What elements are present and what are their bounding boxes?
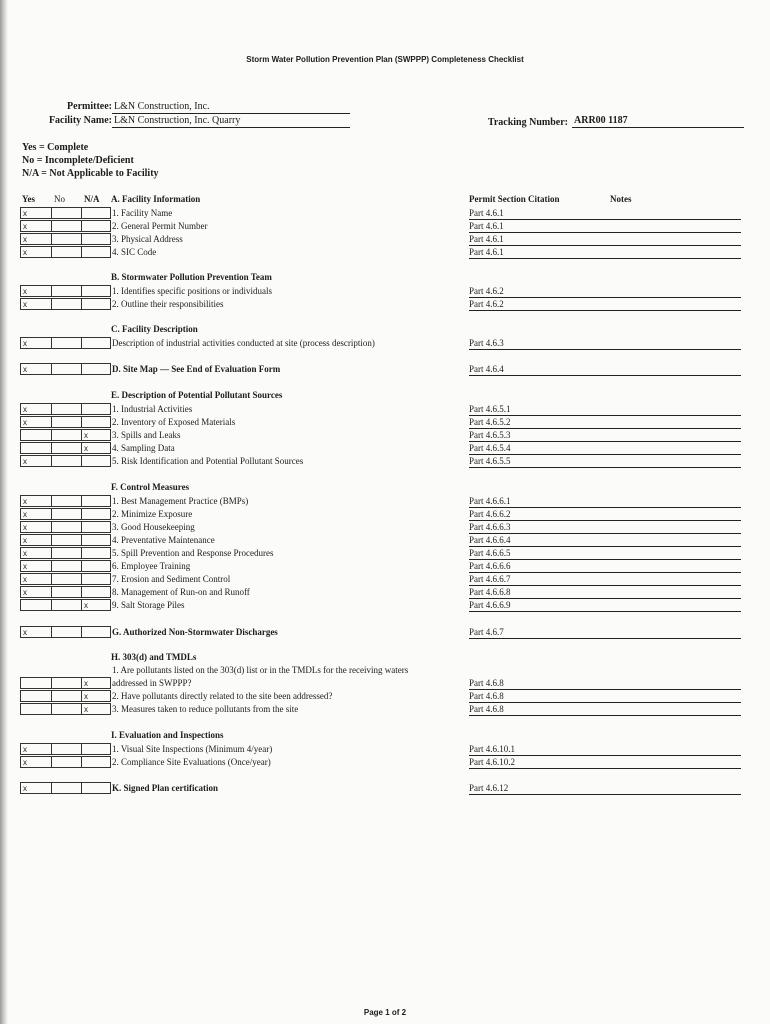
checkbox-no[interactable] bbox=[51, 233, 81, 245]
checkbox-yes[interactable]: x bbox=[20, 363, 51, 375]
checkbox-no[interactable] bbox=[51, 508, 81, 520]
column-yes: Yes bbox=[22, 194, 35, 204]
checkbox-no[interactable] bbox=[51, 455, 81, 467]
checkbox-na[interactable]: x bbox=[81, 677, 111, 689]
permit-citation: Part 4.6.8 bbox=[469, 690, 741, 703]
permit-citation: Part 4.6.6.8 bbox=[469, 586, 741, 599]
checkbox-na[interactable] bbox=[81, 337, 111, 349]
checkbox-na[interactable] bbox=[81, 233, 111, 245]
checklist-item-label: 1. Industrial Activities bbox=[112, 404, 193, 414]
checklist-row bbox=[0, 246, 770, 259]
checklist-item-label: 3. Physical Address bbox=[112, 234, 183, 244]
checklist-row bbox=[0, 573, 770, 586]
permit-citation: Part 4.6.5.3 bbox=[469, 429, 741, 442]
checkbox-yes[interactable] bbox=[20, 599, 51, 611]
checkbox-no[interactable] bbox=[51, 626, 81, 638]
permit-citation: Part 4.6.6.7 bbox=[469, 573, 741, 586]
tracking-number-value: ARR00 1187 bbox=[572, 115, 744, 128]
checklist-row bbox=[0, 703, 770, 716]
checklist-row bbox=[0, 337, 770, 350]
checklist-item-label: 6. Employee Training bbox=[112, 561, 191, 571]
permit-citation: Part 4.6.6.6 bbox=[469, 560, 741, 573]
checkbox-yes[interactable]: x bbox=[20, 508, 51, 520]
checklist-item-label: 7. Erosion and Sediment Control bbox=[112, 574, 231, 584]
checkbox-na[interactable] bbox=[81, 495, 111, 507]
permittee-value: L&N Construction, Inc. bbox=[112, 101, 350, 114]
checkbox-na[interactable] bbox=[81, 756, 111, 768]
checkbox-yes[interactable]: x bbox=[20, 233, 51, 245]
facility-name-label: Facility Name: bbox=[48, 115, 112, 126]
checkbox-yes[interactable]: x bbox=[20, 220, 51, 232]
checkbox-no[interactable] bbox=[51, 756, 81, 768]
checkbox-no[interactable] bbox=[51, 246, 81, 258]
permit-citation: Part 4.6.10.2 bbox=[469, 756, 741, 769]
checkbox-yes[interactable]: x bbox=[20, 416, 51, 428]
section-i-heading: I. Evaluation and Inspections bbox=[111, 730, 224, 740]
checkbox-yes[interactable]: x bbox=[20, 337, 51, 349]
checkbox-no[interactable] bbox=[51, 416, 81, 428]
checkbox-na[interactable] bbox=[81, 521, 111, 533]
section-e-heading: E. Description of Potential Pollutant Sources bbox=[111, 390, 283, 400]
column-notes: Notes bbox=[610, 194, 632, 204]
checklist-row bbox=[0, 285, 770, 298]
checkbox-yes[interactable]: x bbox=[20, 246, 51, 258]
checkbox-yes[interactable]: x bbox=[20, 403, 51, 415]
permit-citation: Part 4.6.6.4 bbox=[469, 534, 741, 547]
checklist-item-label: G. Authorized Non-Stormwater Discharges bbox=[112, 627, 278, 637]
permit-citation: Part 4.6.2 bbox=[469, 285, 741, 298]
checkbox-na[interactable] bbox=[81, 416, 111, 428]
facility-name-value: L&N Construction, Inc. Quarry bbox=[112, 115, 350, 128]
checkbox-no[interactable] bbox=[51, 534, 81, 546]
checkbox-yes[interactable] bbox=[20, 442, 51, 454]
page-title: Storm Water Pollution Prevention Plan (SWPPP) Completeness Checklist bbox=[246, 55, 524, 64]
checkbox-no[interactable] bbox=[51, 220, 81, 232]
checkbox-no[interactable] bbox=[51, 403, 81, 415]
permit-citation: Part 4.6.1 bbox=[469, 220, 741, 233]
checkbox-yes[interactable]: x bbox=[20, 534, 51, 546]
checkbox-na[interactable] bbox=[81, 508, 111, 520]
permit-citation: Part 4.6.6.9 bbox=[469, 599, 741, 612]
checklist-item-label: 9. Salt Storage Piles bbox=[112, 600, 185, 610]
checkbox-no[interactable] bbox=[51, 690, 81, 702]
checklist-item-label: 5. Spill Prevention and Response Procedures bbox=[112, 548, 274, 558]
checklist-item-label: D. Site Map — See End of Evaluation Form bbox=[112, 364, 281, 374]
checklist-row bbox=[0, 416, 770, 429]
checklist-row bbox=[0, 586, 770, 599]
checklist-row bbox=[0, 756, 770, 769]
page-number: Page 1 of 2 bbox=[363, 1008, 407, 1017]
checkbox-yes[interactable]: x bbox=[20, 782, 51, 794]
checklist-row bbox=[0, 363, 770, 376]
checkbox-no[interactable] bbox=[51, 599, 81, 611]
permit-citation: Part 4.6.5.1 bbox=[469, 403, 741, 416]
section-f-heading: F. Control Measures bbox=[111, 482, 190, 492]
checklist-row bbox=[0, 547, 770, 560]
checkbox-na[interactable] bbox=[81, 573, 111, 585]
permit-citation: Part 4.6.5.4 bbox=[469, 442, 741, 455]
checklist-row bbox=[0, 560, 770, 573]
checkbox-na[interactable] bbox=[81, 298, 111, 310]
checklist-item-label: K. Signed Plan certification bbox=[112, 783, 218, 793]
checkbox-yes[interactable] bbox=[20, 703, 51, 715]
checkbox-yes[interactable]: x bbox=[20, 573, 51, 585]
checkbox-na[interactable]: x bbox=[81, 703, 111, 715]
checklist-item-label: 4. Preventative Maintenance bbox=[112, 535, 215, 545]
checkbox-yes[interactable]: x bbox=[20, 756, 51, 768]
checkbox-na[interactable] bbox=[81, 403, 111, 415]
checklist-row bbox=[0, 521, 770, 534]
permit-citation: Part 4.6.1 bbox=[469, 207, 741, 220]
tracking-number-label: Tracking Number: bbox=[487, 117, 568, 128]
permit-citation: Part 4.6.5.2 bbox=[469, 416, 741, 429]
checkbox-na[interactable]: x bbox=[81, 442, 111, 454]
checkbox-yes[interactable]: x bbox=[20, 455, 51, 467]
permit-citation: Part 4.6.6.1 bbox=[469, 495, 741, 508]
checklist-row bbox=[0, 599, 770, 612]
section-h-heading: H. 303(d) and TMDLs bbox=[111, 652, 197, 662]
permit-citation: Part 4.6.7 bbox=[469, 626, 741, 639]
checklist-row bbox=[0, 495, 770, 508]
checkbox-na[interactable] bbox=[81, 455, 111, 467]
checkbox-no[interactable] bbox=[51, 495, 81, 507]
checklist-item-label: 1. Identifies specific positions or individuals bbox=[112, 286, 272, 296]
checkbox-no[interactable] bbox=[51, 547, 81, 559]
checklist-item-label: 2. Have pollutants directly related to the site been addressed? bbox=[112, 691, 333, 701]
checkbox-yes[interactable] bbox=[20, 429, 51, 441]
checklist-item-label: 3. Good Housekeeping bbox=[112, 522, 195, 532]
checklist-item-label: 2. General Permit Number bbox=[112, 221, 208, 231]
checklist-item-label: 3. Measures taken to reduce pollutants from the site bbox=[112, 704, 299, 714]
checkbox-na[interactable] bbox=[81, 560, 111, 572]
checklist-item-label: 1. Visual Site Inspections (Minimum 4/year) bbox=[112, 744, 273, 754]
checkbox-na[interactable] bbox=[81, 626, 111, 638]
checklist-row bbox=[0, 677, 770, 690]
legend-na: N/A = Not Applicable to Facility bbox=[22, 168, 159, 179]
checklist-item-label: Description of industrial activities conducted at site (process description) bbox=[112, 338, 375, 348]
checkbox-no[interactable] bbox=[51, 677, 81, 689]
checkbox-na[interactable] bbox=[81, 743, 111, 755]
checkbox-yes[interactable]: x bbox=[20, 285, 51, 297]
checklist-row bbox=[0, 743, 770, 756]
checklist-item-label: 2. Minimize Exposure bbox=[112, 509, 193, 519]
checkbox-no[interactable] bbox=[51, 337, 81, 349]
checklist-item-label: addressed in SWPPP? bbox=[112, 678, 192, 688]
checkbox-no[interactable] bbox=[51, 703, 81, 715]
permit-citation: Part 4.6.5.5 bbox=[469, 455, 741, 468]
checklist-item-label: 2. Outline their responsibilities bbox=[112, 299, 224, 309]
checkbox-no[interactable] bbox=[51, 363, 81, 375]
checkbox-yes[interactable]: x bbox=[20, 207, 51, 219]
checkbox-yes[interactable] bbox=[20, 690, 51, 702]
checkbox-no[interactable] bbox=[51, 442, 81, 454]
permit-citation: Part 4.6.1 bbox=[469, 233, 741, 246]
checkbox-na[interactable] bbox=[81, 246, 111, 258]
column-citation: Permit Section Citation bbox=[469, 194, 560, 204]
checkbox-no[interactable] bbox=[51, 521, 81, 533]
checkbox-yes[interactable]: x bbox=[20, 495, 51, 507]
section-a-heading: A. Facility Information bbox=[111, 194, 201, 204]
checkbox-yes[interactable]: x bbox=[20, 586, 51, 598]
permit-citation: Part 4.6.2 bbox=[469, 298, 741, 311]
column-na: N/A bbox=[84, 194, 100, 204]
checklist-item-label: 4. SIC Code bbox=[112, 247, 157, 257]
permit-citation: Part 4.6.6.3 bbox=[469, 521, 741, 534]
checkbox-yes[interactable]: x bbox=[20, 547, 51, 559]
checkbox-no[interactable] bbox=[51, 586, 81, 598]
checklist-row bbox=[0, 782, 770, 795]
checklist-item-label: 8. Management of Run-on and Runoff bbox=[112, 587, 250, 597]
checklist-row bbox=[0, 220, 770, 233]
section-h-item1-line1: 1. Are pollutants listed on the 303(d) list or in the TMDLs for the receiving waters bbox=[112, 665, 409, 675]
checkbox-na[interactable] bbox=[81, 220, 111, 232]
checkbox-na[interactable]: x bbox=[81, 599, 111, 611]
section-b-heading: B. Stormwater Pollution Prevention Team bbox=[111, 272, 272, 282]
permit-citation: Part 4.6.6.5 bbox=[469, 547, 741, 560]
checkbox-na[interactable] bbox=[81, 782, 111, 794]
checkbox-no[interactable] bbox=[51, 429, 81, 441]
permittee-label: Permittee: bbox=[67, 101, 112, 112]
permit-citation: Part 4.6.8 bbox=[469, 703, 741, 716]
checkbox-no[interactable] bbox=[51, 298, 81, 310]
checklist-row bbox=[0, 508, 770, 521]
checklist-item-label: 3. Spills and Leaks bbox=[112, 430, 181, 440]
checkbox-no[interactable] bbox=[51, 782, 81, 794]
checklist-row bbox=[0, 455, 770, 468]
checkbox-na[interactable] bbox=[81, 547, 111, 559]
permit-citation: Part 4.6.1 bbox=[469, 246, 741, 259]
legend-yes: Yes = Complete bbox=[22, 142, 89, 153]
checklist-row bbox=[0, 429, 770, 442]
checklist-item-label: 2. Compliance Site Evaluations (Once/year) bbox=[112, 757, 271, 767]
checkbox-yes[interactable] bbox=[20, 677, 51, 689]
legend-no: No = Incomplete/Deficient bbox=[22, 155, 134, 166]
permit-citation: Part 4.6.3 bbox=[469, 337, 741, 350]
permit-citation: Part 4.6.4 bbox=[469, 363, 741, 376]
section-c-heading: C. Facility Description bbox=[111, 324, 198, 334]
checkbox-no[interactable] bbox=[51, 560, 81, 572]
checkbox-no[interactable] bbox=[51, 573, 81, 585]
checklist-item-label: 4. Sampling Data bbox=[112, 443, 175, 453]
checklist-row bbox=[0, 403, 770, 416]
checklist-row bbox=[0, 626, 770, 639]
checkbox-yes[interactable]: x bbox=[20, 743, 51, 755]
checkbox-yes[interactable]: x bbox=[20, 560, 51, 572]
checkbox-na[interactable] bbox=[81, 285, 111, 297]
permit-citation: Part 4.6.6.2 bbox=[469, 508, 741, 521]
checkbox-no[interactable] bbox=[51, 285, 81, 297]
checkbox-na[interactable] bbox=[81, 363, 111, 375]
checkbox-na[interactable] bbox=[81, 586, 111, 598]
column-no: No bbox=[54, 194, 65, 204]
checklist-row bbox=[0, 442, 770, 455]
checkbox-yes[interactable]: x bbox=[20, 298, 51, 310]
checklist-row bbox=[0, 207, 770, 220]
checkbox-no[interactable] bbox=[51, 743, 81, 755]
checkbox-no[interactable] bbox=[51, 207, 81, 219]
checkbox-yes[interactable]: x bbox=[20, 521, 51, 533]
checkbox-na[interactable] bbox=[81, 207, 111, 219]
checkbox-yes[interactable]: x bbox=[20, 626, 51, 638]
checklist-item-label: 1. Facility Name bbox=[112, 208, 173, 218]
permit-citation: Part 4.6.12 bbox=[469, 782, 741, 795]
checkbox-na[interactable]: x bbox=[81, 429, 111, 441]
checklist-row bbox=[0, 690, 770, 703]
checklist-item-label: 5. Risk Identification and Potential Pollutant Sources bbox=[112, 456, 304, 466]
checklist-row bbox=[0, 534, 770, 547]
checklist-row bbox=[0, 233, 770, 246]
checklist-row bbox=[0, 298, 770, 311]
permit-citation: Part 4.6.8 bbox=[469, 677, 741, 690]
checklist-item-label: 1. Best Management Practice (BMPs) bbox=[112, 496, 249, 506]
checklist-item-label: 2. Inventory of Exposed Materials bbox=[112, 417, 236, 427]
permit-citation: Part 4.6.10.1 bbox=[469, 743, 741, 756]
checkbox-na[interactable] bbox=[81, 534, 111, 546]
checkbox-na[interactable]: x bbox=[81, 690, 111, 702]
